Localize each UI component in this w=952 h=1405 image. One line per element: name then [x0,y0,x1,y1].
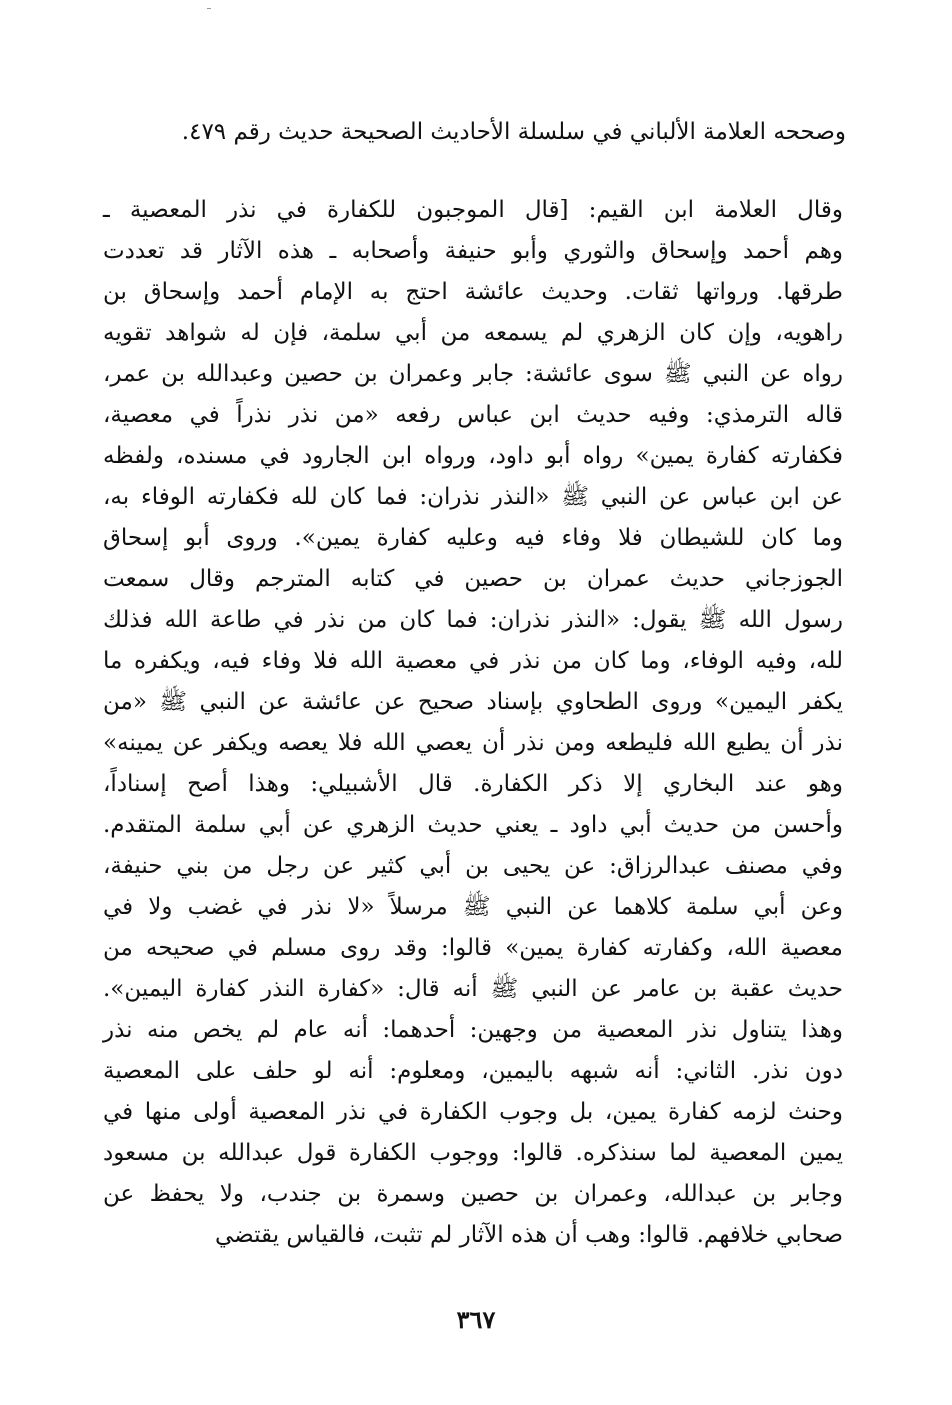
text-line: وهذا يتناول نذر المعصية من وجهين: أحدهما: أنه عام لم يخص منه نذر [103,1017,843,1043]
text-line: وأحسن من حديث أبي داود ـ يعني حديث الزهري عن أبي سلمة المتقدم. [103,812,843,838]
text-line: نذر أن يطيع الله فليطعه ومن نذر أن يعصي الله فلا يعصه ويكفر عن يمينه» [103,730,843,756]
text-line: وهم أحمد وإسحاق والثوري وأبو حنيفة وأصحابه ـ هذه الآثار قد تعددت [103,238,843,264]
text-line: راهويه، وإن كان الزهري لم يسمعه من أبي سلمة، فإن له شواهد تقويه [103,320,843,346]
text-line: يمين المعصية لما سنذكره. قالوا: ووجوب الكفارة قول عبدالله بن مسعود [103,1140,843,1166]
text-line: وعن أبي سلمة كلاهما عن النبي ﷺ مرسلاً «لا نذر في غضب ولا في [103,894,843,920]
text-line: معصية الله، وكفارته كفارة يمين» قالوا: وقد روى مسلم في صحيحه من [103,935,843,961]
text-line: عن ابن عباس عن النبي ﷺ «النذر نذران: فما كان لله فكفارته الوفاء به، [103,484,843,510]
text-line: رسول الله ﷺ يقول: «النذر نذران: فما كان من نذر في طاعة الله فذلك [103,607,843,633]
text-line: وهو عند البخاري إلا ذكر الكفارة. قال الأشبيلي: وهذا أصح إسناداً، [103,771,843,797]
body-text [103,190,843,1256]
text-line: وقال العلامة ابن القيم: [قال الموجبون للكفارة في نذر المعصية ـ [103,197,843,223]
text-line: رواه عن النبي ﷺ سوى عائشة: جابر وعمران بن حصين وعبدالله بن عمر، [103,361,843,387]
text-line: حديث عقبة بن عامر عن النبي ﷺ أنه قال: «كفارة النذر كفارة اليمين». [103,976,843,1002]
text-line: وجابر بن عبدالله، وعمران بن حصين وسمرة بن جندب، ولا يحفظ عن [103,1181,843,1207]
page-number: ٣٦٧ [456,1305,496,1334]
text-line: الجوزجاني حديث عمران بن حصين في كتابه المترجم وقال سمعت [103,566,843,592]
text-line: طرقها. ورواتها ثقات. وحديث عائشة احتج به الإمام أحمد وإسحاق بن [103,279,843,305]
text-line: وحنث لزمه كفارة يمين، بل وجوب الكفارة في نذر المعصية أولى منها في [103,1099,843,1125]
text-line: وما كان للشيطان فلا وفاء فيه وعليه كفارة يمين». وروى أبو إسحاق [103,525,843,551]
text-line: قاله الترمذي: وفيه حديث ابن عباس رفعه «من نذر نذراً في معصية، [103,402,843,428]
opening-line: وصححه العلامة الألباني في سلسلة الأحاديث الصحيحة حديث رقم ٤٧٩. [181,119,846,145]
text-line: دون نذر. الثاني: أنه شبهه باليمين، ومعلوم: أنه لو حلف على المعصية [103,1058,843,1084]
text-line: صحابي خلافهم. قالوا: وهب أن هذه الآثار لم تثبت، فالقياس يقتضي [215,1222,843,1248]
text-line: فكفارته كفارة يمين» رواه أبو داود، ورواه ابن الجارود في مسنده، ولفظه [103,443,843,469]
text-line: وفي مصنف عبدالرزاق: عن يحيى بن أبي كثير عن رجل من بني حنيفة، [103,853,843,879]
scan-mark [207,8,211,9]
text-line: لله، وفيه الوفاء، وما كان من نذر في معصية الله فلا وفاء فيه، ويكفره ما [103,648,843,674]
text-line: يكفر اليمين» وروى الطحاوي بإسناد صحيح عن عائشة عن النبي ﷺ «من [103,689,843,715]
